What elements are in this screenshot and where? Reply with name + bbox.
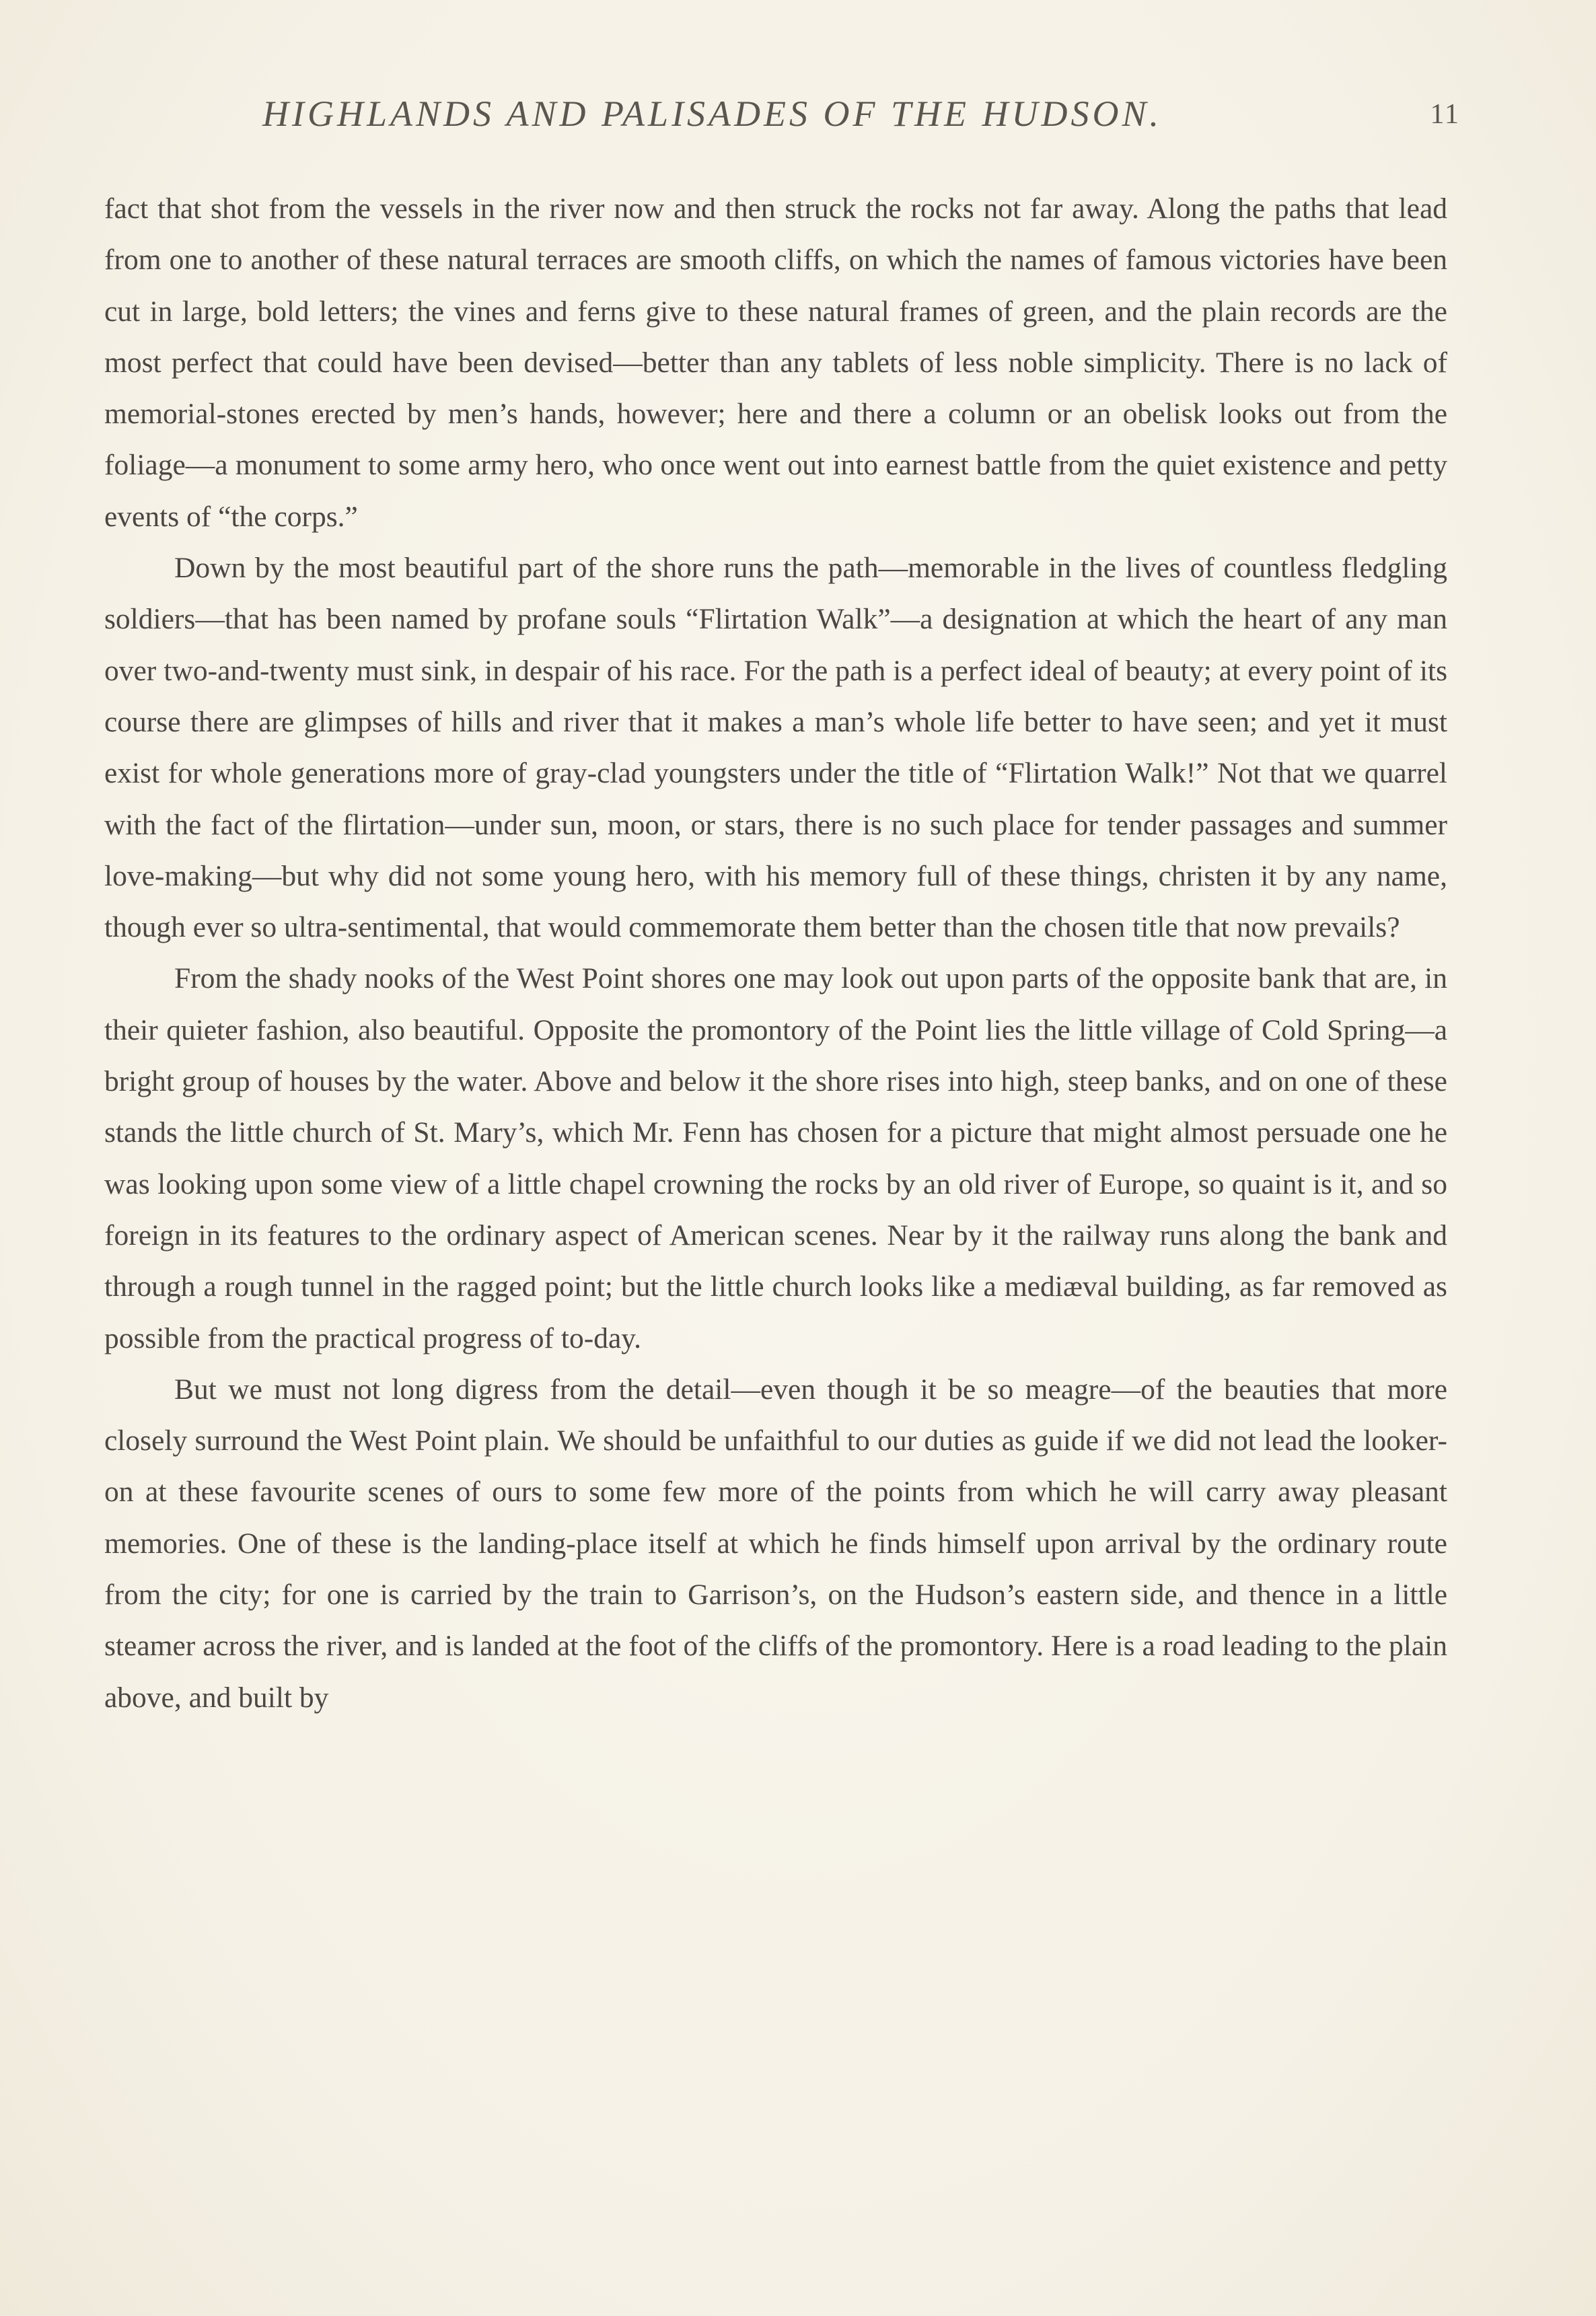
paragraph-3: From the shady nooks of the West Point shores one may look out upon parts of the opposite bank that are, in their quieter fashion, also beautiful. Opposite the promontory of the Point lies the little village of Cold Spring—a bright group of houses by the water. Above and below it the shore rises into high, steep banks, and on one of these stands the little church of St. Mary’s, which Mr. Fenn has chosen for a picture that might almost persuade one he was looking upon some view of a little chapel crowning the rocks by an old river of Europe, so quaint is it, and so foreign in its features to the ordinary aspect of American scenes. Near by it the railway runs along the bank and through a rough tunnel in the ragged point; but the little church looks like a mediæval building, as far removed as possible from the practical progress of to-day. — [104, 962, 1447, 1354]
page-number: 11 — [1430, 99, 1460, 130]
paragraph-4: But we must not long digress from the detail—even though it be so meagre—of the beauties that more closely surround the West Point plain. We should be unfaithful to our duties as guide if we did not lead the looker-on at these favourite scenes of ours to some few more of the points from which he will carry away pleasant memories. One of these is the landing-place itself at which he finds himself upon arrival by the ordinary route from the city; for one is carried by the train to Garrison’s, on the Hudson’s eastern side, and thence in a little steamer across the river, and is landed at the foot of the cliffs of the promontory. Here is a road leading to the plain above, and built by — [104, 1373, 1447, 1714]
body-text — [104, 183, 1447, 1723]
paragraph-1: fact that shot from the vessels in the river now and then struck the rocks not far away. Along the paths that lead from one to another of these natural terraces are smooth cliffs, on which the names of famous victories have been cut in large, bold letters; the vines and ferns give to these natural frames of green, and the plain records are the most perfect that could have been devised—better than any tablets of less noble simplicity. There is no lack of memorial-stones erected by men’s hands, however; here and there a column or an obelisk looks out from the foliage—a monument to some army hero, who once went out into earnest battle from the quiet existence and petty events of “the corps.” — [104, 192, 1447, 533]
page-header — [101, 93, 1460, 147]
running-title: HIGHLANDS AND PALISADES OF THE HUDSON. — [262, 94, 1163, 134]
paragraph-2: Down by the most beautiful part of the shore runs the path—memorable in the lives of countless fledgling soldiers—that has been named by profane souls “Flirtation Walk”—a designation at which the heart of any man over two-and-twenty must sink, in despair of his race. For the path is a perfect ideal of beauty; at every point of its course there are glimpses of hills and river that it makes a man’s whole life better to have seen; and yet it must exist for whole generations more of gray-clad youngsters under the title of “Flirtation Walk!” Not that we quarrel with the fact of the flirtation—under sun, moon, or stars, there is no such place for tender passages and summer love-making—but why did not some young hero, with his memory full of these things, christen it by any name, though ever so ultra-sentimental, that would commemorate them better than the chosen title that now prevails? — [104, 552, 1447, 944]
